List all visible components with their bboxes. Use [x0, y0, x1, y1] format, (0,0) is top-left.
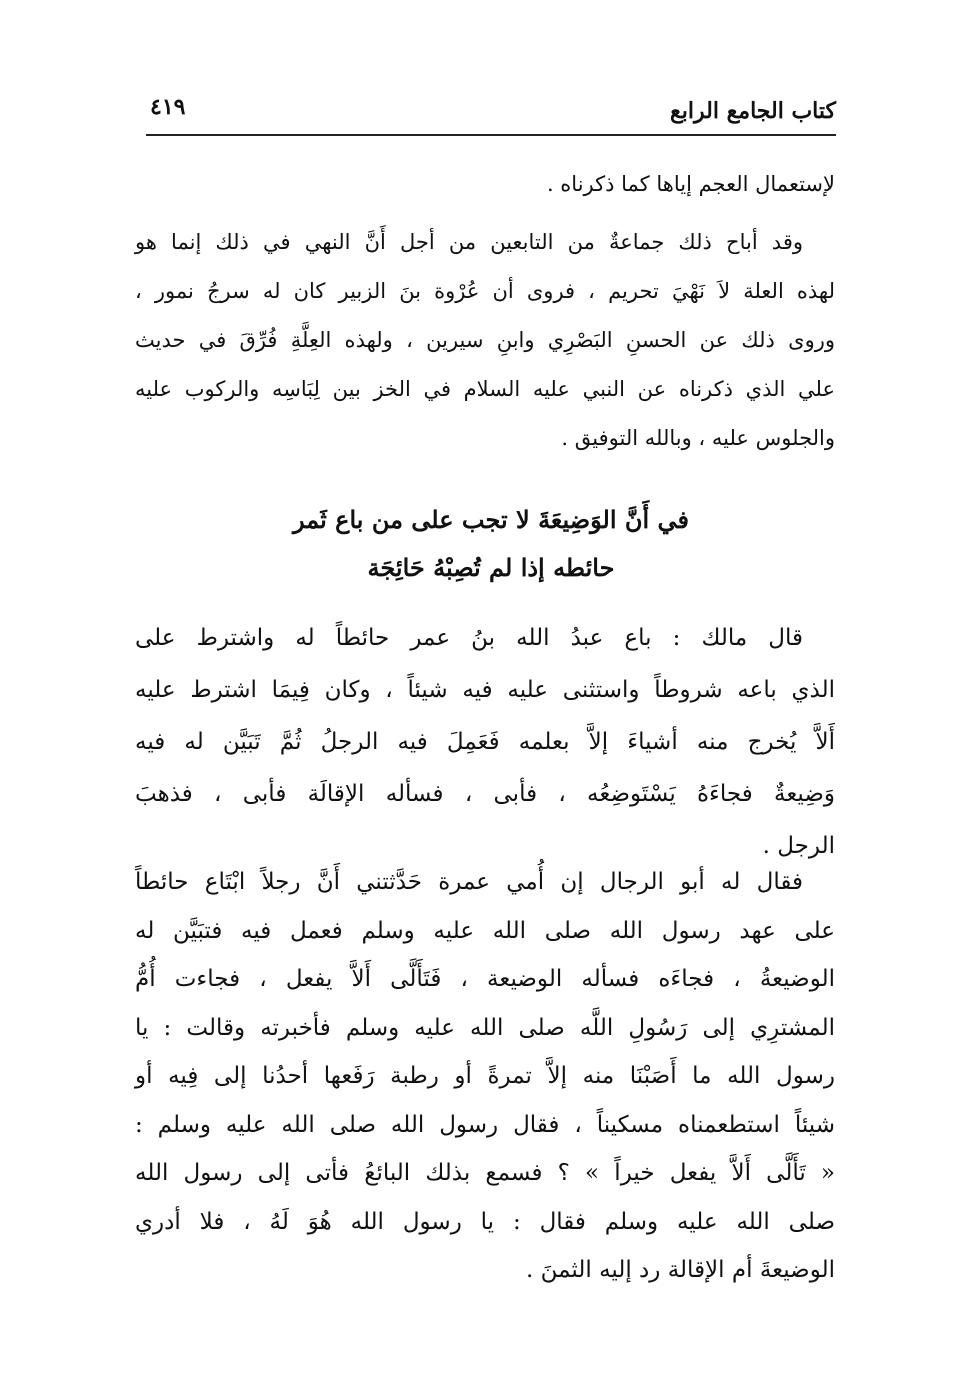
page-header [146, 90, 836, 130]
paragraph-line: علي الذي ذكرناه عن النبي عليه السلام في الخز بين لِبَاسِه والركوب عليه [135, 377, 835, 401]
paragraph-line: أَلاَّ يُخرج منه أشياءَ إلاَّ بعلمه فَعَمِلَ فيه الرجلُ ثُمَّ تَبَيَّن له فيه [135, 729, 835, 755]
paragraph-line: رسول الله ما أَصَبْنَا منه إلاَّ تمرةً أو رطبة رَفَعها أحدُنا إلى فِيه أو [135, 1063, 835, 1089]
paragraph-line: الوضيعةُ ، فجاءَه فسأله الوضيعة ، فَتَأَلَّى أَلاَّ يفعل ، فجاءت أُمُّ [135, 966, 835, 992]
paragraph-2 [135, 218, 835, 463]
paragraph-line: صلى الله عليه وسلم فقال : يا رسول الله هُوَ لَهُ ، فلا أدري [135, 1208, 835, 1235]
paragraph-line: « تَأَلَّى أَلاَّ يفعل خيراً » ؟ فسمع بذلك البائعُ فأتى إلى رسول الله [135, 1160, 835, 1186]
paragraph-line: وقد أباح ذلك جماعةٌ من التابعين من أجل أَنَّ النهي في ذلك إنما هو [135, 230, 803, 254]
paragraph-line: قال مالك : باع عبدُ الله بنُ عمر حائطاً له واشترط على [135, 625, 803, 651]
section-heading [146, 496, 836, 592]
paragraph-line: فقال له أبو الرجال إن أُمي عمرة حَدَّثتني أَنَّ رجلاً ابْتَاع حائطاً [135, 869, 803, 895]
paragraph-3 [135, 612, 835, 872]
paragraph-1 [135, 160, 835, 209]
paragraph-line: وروى ذلك عن الحسنِ البَصْرِي وابنِ سيرين ، ولهذه العِلَّةِ فُرِّقَ في حديث [135, 328, 835, 352]
paragraph-line: الرجل . [762, 833, 835, 859]
running-title: كتاب الجامع الرابع [670, 98, 836, 124]
section-heading-line-2: حائطه إذا لم تُصِبْهُ حَائِجَة [367, 553, 615, 582]
page-number: ٤١٩ [150, 94, 186, 120]
paragraph-line: على عهد رسول الله صلى الله عليه وسلم فعمل فيه فتبَيَّن له [135, 917, 835, 944]
paragraph-line: والجلوس عليه ، وبالله التوفيق . [561, 426, 835, 450]
paragraph-line: المشترِي إلى رَسُولِ اللَّه صلى الله عليه وسلم فأخبرته وقالت : يا [135, 1014, 835, 1041]
paragraph-4 [135, 858, 835, 1295]
paragraph-line: شيئاً استطعمناه مسكيناً ، فقال رسول الله صلى الله عليه وسلم : [135, 1111, 835, 1138]
header-divider [146, 134, 836, 136]
paragraph-line: وَضِيعةٌ فجاءَهُ يَسْتَوضِعُه ، فأبى ، فسأله الإقالَة فأبى ، فذهبَ [135, 781, 835, 807]
paragraph-line: لإستعمال العجم إياها كما ذكرناه . [546, 172, 835, 196]
section-heading-line-1: في أَنَّ الوَضِيعَةَ لا تجب على من باع ثَمر [293, 505, 689, 534]
paragraph-line: لهذه العلة لاَ نَهْيَ تحريم ، فروى أن عُرْوة بنَ الزبير كان له سرجُ نمور ، [135, 279, 835, 303]
paragraph-line: الذي باعه شروطاً واستثنى عليه فيه شيئاً ، وكان فِيمَا اشترط عليه [135, 677, 835, 703]
paragraph-line: الوضيعةَ أم الإقالة رد إليه الثمنَ . [526, 1257, 835, 1283]
